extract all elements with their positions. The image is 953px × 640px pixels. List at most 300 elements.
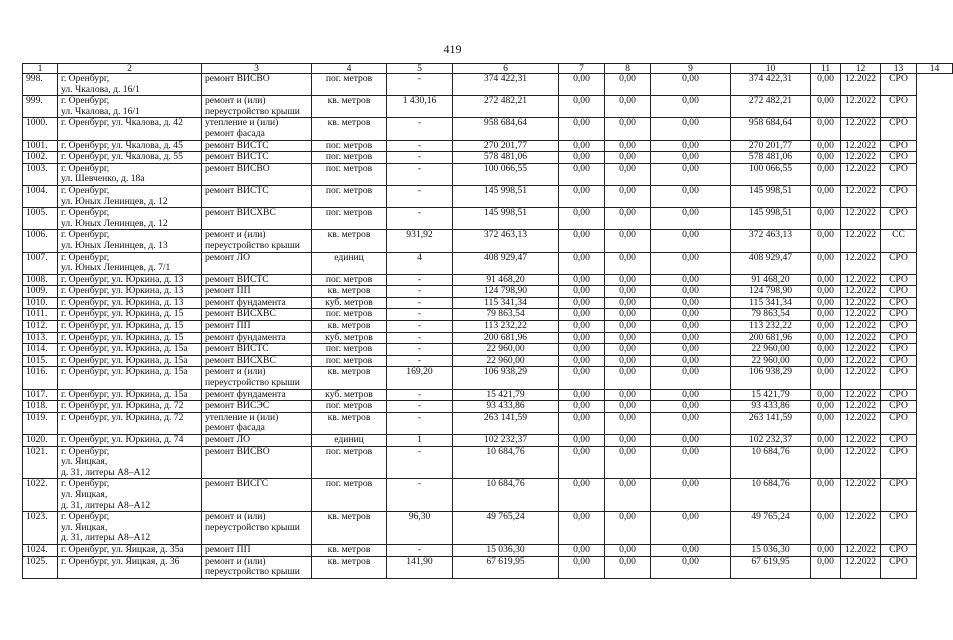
address (58, 544, 202, 556)
cost-col-8: 0,00 (559, 208, 605, 230)
work-type-line: ремонт и (или) (205, 229, 266, 241)
address-line: ул. Чкалова, д. 16/1 (61, 105, 140, 117)
quantity: - (387, 412, 453, 434)
cost-col-9: 0,00 (605, 435, 651, 447)
cost-col-12: 0,00 (811, 367, 841, 389)
cost-col-12: 0,00 (811, 556, 841, 578)
completion-date: 12.2022 (841, 297, 881, 309)
work-type-line: ремонт ПП (205, 285, 251, 297)
cost-col-11: 22 960,00 (731, 355, 811, 367)
table-row (23, 309, 953, 321)
cost-col-9: 0,00 (605, 321, 651, 333)
work-type (202, 389, 312, 401)
cost-col-11: 15 036,30 (731, 544, 811, 556)
row-number: 1021. (23, 446, 58, 479)
address-line: г. Оренбург, ул. Юркина, д. 15 (61, 320, 184, 332)
cost-col-12: 0,00 (811, 446, 841, 479)
work-type (202, 163, 312, 185)
address-line: г. Оренбург, (61, 229, 110, 241)
table-row (23, 355, 953, 367)
work-type-line: ремонт ВИСГС (205, 478, 269, 490)
cost-col-8: 0,00 (559, 389, 605, 401)
table-row (23, 435, 953, 447)
work-type-line: переустройство крыши (205, 566, 300, 578)
quantity: - (387, 163, 453, 185)
address (58, 163, 202, 185)
work-type (202, 446, 312, 479)
cost-col-10: 0,00 (651, 163, 731, 185)
address (58, 297, 202, 309)
cost-col-10: 0,00 (651, 544, 731, 556)
address (58, 412, 202, 434)
address (58, 152, 202, 164)
cost-col-8: 0,00 (559, 185, 605, 207)
cost-col-8: 0,00 (559, 152, 605, 164)
cost-col-10: 0,00 (651, 309, 731, 321)
table-row (23, 208, 953, 230)
row-number: 1004. (23, 185, 58, 207)
table-row (23, 401, 953, 413)
total-cost: 145 998,51 (453, 208, 559, 230)
funding-method: СРО (881, 344, 917, 356)
table-row (23, 512, 953, 545)
funding-method: СРО (881, 355, 917, 367)
cost-col-10: 0,00 (651, 274, 731, 286)
cost-col-9: 0,00 (605, 208, 651, 230)
total-cost: 145 998,51 (453, 185, 559, 207)
address (58, 274, 202, 286)
cost-col-10: 0,00 (651, 140, 731, 152)
unit-of-measure: кв. метров (312, 367, 387, 389)
total-cost: 124 798,90 (453, 286, 559, 298)
address (58, 367, 202, 389)
cost-col-9: 0,00 (605, 367, 651, 389)
quantity: 931,92 (387, 230, 453, 252)
work-type-line: ремонт ВИСВО (205, 445, 270, 457)
quantity: - (387, 309, 453, 321)
unit-of-measure: пог. метров (312, 355, 387, 367)
funding-method: СРО (881, 140, 917, 152)
address (58, 74, 202, 96)
completion-date: 12.2022 (841, 544, 881, 556)
total-cost: 200 681,96 (453, 332, 559, 344)
completion-date: 12.2022 (841, 74, 881, 96)
row-number: 1010. (23, 297, 58, 309)
address-line: д. 31, литеры А8–А12 (61, 466, 151, 478)
table-row (23, 446, 953, 479)
funding-method: СРО (881, 96, 917, 118)
cost-col-10: 0,00 (651, 446, 731, 479)
table-row (23, 252, 953, 274)
row-number: 1016. (23, 367, 58, 389)
row-number: 1012. (23, 321, 58, 333)
work-type-line: ремонт ВИСТС (205, 273, 269, 285)
work-type (202, 286, 312, 298)
address (58, 252, 202, 274)
work-type-line: ремонт ВИСТС (205, 184, 269, 196)
table-row (23, 556, 953, 578)
quantity: - (387, 274, 453, 286)
table-row (23, 297, 953, 309)
work-type (202, 96, 312, 118)
quantity: - (387, 321, 453, 333)
work-type (202, 512, 312, 545)
column-number-6: 6 (453, 64, 559, 74)
address (58, 332, 202, 344)
table-row (23, 230, 953, 252)
funding-method: СРО (881, 208, 917, 230)
cost-col-11: 272 482,21 (731, 96, 811, 118)
completion-date: 12.2022 (841, 163, 881, 185)
address-line: г. Оренбург, ул. Юркина, д. 15 (61, 308, 184, 320)
table-row (23, 118, 953, 140)
row-number: 1006. (23, 230, 58, 252)
cost-col-11: 22 960,00 (731, 344, 811, 356)
address-line: ул. Чкалова, д. 16/1 (61, 83, 140, 95)
work-type-line: ремонт и (или) (205, 555, 266, 567)
cost-col-9: 0,00 (605, 309, 651, 321)
cost-col-9: 0,00 (605, 297, 651, 309)
address-line: ул. Яицкая, (61, 488, 108, 500)
cost-col-8: 0,00 (559, 446, 605, 479)
cost-col-11: 115 341,34 (731, 297, 811, 309)
cost-col-8: 0,00 (559, 274, 605, 286)
cost-col-11: 145 998,51 (731, 185, 811, 207)
row-number: 1022. (23, 479, 58, 512)
row-number: 1019. (23, 412, 58, 434)
total-cost: 102 232,37 (453, 435, 559, 447)
unit-of-measure: пог. метров (312, 401, 387, 413)
quantity: 169,20 (387, 367, 453, 389)
row-number: 1025. (23, 556, 58, 578)
completion-date: 12.2022 (841, 389, 881, 401)
cost-col-9: 0,00 (605, 96, 651, 118)
quantity: - (387, 544, 453, 556)
total-cost: 49 765,24 (453, 512, 559, 545)
cost-col-8: 0,00 (559, 512, 605, 545)
quantity: 4 (387, 252, 453, 274)
work-type-line: ремонт и (или) (205, 511, 266, 523)
table-row (23, 74, 953, 96)
cost-col-8: 0,00 (559, 140, 605, 152)
cost-col-9: 0,00 (605, 286, 651, 298)
cost-col-9: 0,00 (605, 412, 651, 434)
cost-col-12: 0,00 (811, 435, 841, 447)
work-type-line: переустройство крыши (205, 105, 300, 117)
total-cost: 374 422,31 (453, 74, 559, 96)
total-cost: 372 463,13 (453, 230, 559, 252)
cost-col-12: 0,00 (811, 252, 841, 274)
row-number: 1011. (23, 309, 58, 321)
total-cost: 100 066,55 (453, 163, 559, 185)
total-cost: 115 341,34 (453, 297, 559, 309)
work-type (202, 208, 312, 230)
total-cost: 263 141,59 (453, 412, 559, 434)
address-line: г. Оренбург, ул. Юркина, д. 15а (61, 354, 188, 366)
address-line: г. Оренбург, ул. Юркина, д. 13 (61, 285, 184, 297)
address-line: г. Оренбург, ул. Юркина, д. 15а (61, 388, 188, 400)
cost-col-10: 0,00 (651, 401, 731, 413)
cost-col-12: 0,00 (811, 286, 841, 298)
column-number-14: 14 (917, 64, 953, 74)
total-cost: 408 929,47 (453, 252, 559, 274)
table-row (23, 286, 953, 298)
unit-of-measure: пог. метров (312, 185, 387, 207)
address-line: г. Оренбург, ул. Юркина, д. 74 (61, 434, 184, 445)
quantity: - (387, 74, 453, 96)
completion-date: 12.2022 (841, 208, 881, 230)
funding-method: СРО (881, 252, 917, 274)
cost-col-9: 0,00 (605, 152, 651, 164)
total-cost: 15 036,30 (453, 544, 559, 556)
completion-date: 12.2022 (841, 185, 881, 207)
total-cost: 10 684,76 (453, 479, 559, 512)
cost-col-8: 0,00 (559, 118, 605, 140)
cost-col-11: 263 141,59 (731, 412, 811, 434)
cost-col-12: 0,00 (811, 152, 841, 164)
work-type (202, 274, 312, 286)
work-type (202, 355, 312, 367)
funding-method: СРО (881, 309, 917, 321)
column-number-10: 10 (731, 64, 811, 74)
cost-col-8: 0,00 (559, 297, 605, 309)
cost-col-9: 0,00 (605, 163, 651, 185)
address (58, 185, 202, 207)
unit-of-measure: пог. метров (312, 208, 387, 230)
unit-of-measure: пог. метров (312, 140, 387, 152)
total-cost: 93 433,86 (453, 401, 559, 413)
cost-col-12: 0,00 (811, 140, 841, 152)
completion-date: 12.2022 (841, 412, 881, 434)
cost-col-10: 0,00 (651, 435, 731, 447)
quantity: - (387, 401, 453, 413)
address (58, 118, 202, 140)
cost-col-12: 0,00 (811, 512, 841, 545)
cost-col-10: 0,00 (651, 118, 731, 140)
cost-col-9: 0,00 (605, 556, 651, 578)
completion-date: 12.2022 (841, 118, 881, 140)
quantity: - (387, 446, 453, 479)
work-type (202, 140, 312, 152)
cost-col-8: 0,00 (559, 74, 605, 96)
work-type-line: ремонт ВИСТС (205, 151, 269, 163)
row-number: 1013. (23, 332, 58, 344)
address-line: г. Оренбург, (61, 73, 110, 84)
cost-col-10: 0,00 (651, 512, 731, 545)
address-line: г. Оренбург, (61, 184, 110, 196)
work-type-line: ремонт ВИСЭС (205, 400, 270, 412)
funding-method: СРО (881, 389, 917, 401)
quantity: 141,90 (387, 556, 453, 578)
unit-of-measure: пог. метров (312, 479, 387, 512)
cost-col-10: 0,00 (651, 389, 731, 401)
table-row (23, 321, 953, 333)
cost-col-11: 49 765,24 (731, 512, 811, 545)
work-type (202, 230, 312, 252)
cost-col-10: 0,00 (651, 412, 731, 434)
cost-col-10: 0,00 (651, 479, 731, 512)
work-type-line: ремонт и (или) (205, 366, 266, 378)
work-type (202, 297, 312, 309)
cost-col-11: 93 433,86 (731, 401, 811, 413)
work-type (202, 152, 312, 164)
quantity: - (387, 152, 453, 164)
address-line: г. Оренбург, (61, 511, 110, 523)
cost-col-9: 0,00 (605, 118, 651, 140)
address-line: ул. Юных Ленинцев, д. 7/1 (61, 262, 171, 274)
cost-col-12: 0,00 (811, 297, 841, 309)
row-number: 1024. (23, 544, 58, 556)
cost-col-12: 0,00 (811, 344, 841, 356)
cost-col-12: 0,00 (811, 332, 841, 344)
table-row (23, 140, 953, 152)
row-number: 1007. (23, 252, 58, 274)
total-cost: 10 684,76 (453, 446, 559, 479)
cost-col-11: 102 232,37 (731, 435, 811, 447)
work-type-line: ремонт фасада (205, 127, 265, 139)
completion-date: 12.2022 (841, 435, 881, 447)
completion-date: 12.2022 (841, 401, 881, 413)
unit-of-measure: пог. метров (312, 74, 387, 96)
quantity: - (387, 297, 453, 309)
cost-col-8: 0,00 (559, 412, 605, 434)
unit-of-measure: пог. метров (312, 344, 387, 356)
column-number-row (23, 64, 953, 74)
unit-of-measure: кв. метров (312, 556, 387, 578)
total-cost: 272 482,21 (453, 96, 559, 118)
column-number-12: 12 (841, 64, 881, 74)
row-number: 1009. (23, 286, 58, 298)
cost-col-11: 270 201,77 (731, 140, 811, 152)
cost-col-11: 408 929,47 (731, 252, 811, 274)
work-type-line: ремонт ЛО (205, 434, 251, 445)
cost-col-9: 0,00 (605, 140, 651, 152)
column-number-2: 2 (58, 64, 202, 74)
cost-col-9: 0,00 (605, 332, 651, 344)
address-line: г. Оренбург, ул. Юркина, д. 13 (61, 273, 184, 285)
row-number: 1014. (23, 344, 58, 356)
unit-of-measure: кв. метров (312, 118, 387, 140)
total-cost: 22 960,00 (453, 355, 559, 367)
cost-col-9: 0,00 (605, 389, 651, 401)
work-type-line: ремонт ЛО (205, 251, 251, 263)
address-line: г. Оренбург, (61, 445, 110, 457)
cost-col-9: 0,00 (605, 512, 651, 545)
funding-method: СРО (881, 544, 917, 556)
cost-col-12: 0,00 (811, 163, 841, 185)
work-type-line: ремонт ВИСВО (205, 162, 270, 174)
cost-col-10: 0,00 (651, 96, 731, 118)
completion-date: 12.2022 (841, 152, 881, 164)
work-type-line: ремонт ВИСТС (205, 343, 269, 355)
funding-method: СРО (881, 286, 917, 298)
column-number-8: 8 (605, 64, 651, 74)
completion-date: 12.2022 (841, 344, 881, 356)
unit-of-measure: пог. метров (312, 309, 387, 321)
table-row (23, 152, 953, 164)
cost-col-10: 0,00 (651, 252, 731, 274)
cost-col-10: 0,00 (651, 230, 731, 252)
cost-col-11: 91 468,20 (731, 274, 811, 286)
cost-col-12: 0,00 (811, 389, 841, 401)
row-number: 1001. (23, 140, 58, 152)
quantity: - (387, 140, 453, 152)
funding-method: СРО (881, 185, 917, 207)
quantity: - (387, 118, 453, 140)
address (58, 140, 202, 152)
total-cost: 79 863,54 (453, 309, 559, 321)
cost-col-12: 0,00 (811, 118, 841, 140)
quantity: - (387, 344, 453, 356)
cost-col-9: 0,00 (605, 479, 651, 512)
column-number-5: 5 (387, 64, 453, 74)
cost-col-8: 0,00 (559, 163, 605, 185)
address-line: г. Оренбург, ул. Юркина, д. 72 (61, 400, 184, 412)
cost-col-8: 0,00 (559, 556, 605, 578)
table-row (23, 344, 953, 356)
cost-col-12: 0,00 (811, 74, 841, 96)
cost-col-12: 0,00 (811, 355, 841, 367)
address (58, 435, 202, 447)
unit-of-measure: пог. метров (312, 152, 387, 164)
address-line: г. Оренбург, ул. Чкалова, д. 55 (61, 151, 183, 163)
total-cost: 270 201,77 (453, 140, 559, 152)
work-type-line: переустройство крыши (205, 377, 300, 389)
work-type (202, 74, 312, 96)
completion-date: 12.2022 (841, 446, 881, 479)
unit-of-measure: кв. метров (312, 544, 387, 556)
cost-col-12: 0,00 (811, 185, 841, 207)
unit-of-measure: кв. метров (312, 230, 387, 252)
address-line: г. Оренбург, ул. Юркина, д. 72 (61, 411, 184, 423)
work-type-line: ремонт фундамента (205, 331, 286, 343)
funding-method: СРО (881, 556, 917, 578)
unit-of-measure: кв. метров (312, 321, 387, 333)
cost-col-8: 0,00 (559, 286, 605, 298)
cost-col-8: 0,00 (559, 344, 605, 356)
address-line: г. Оренбург, (61, 95, 110, 107)
cost-col-8: 0,00 (559, 544, 605, 556)
cost-col-9: 0,00 (605, 544, 651, 556)
address-line: ул. Юных Ленинцев, д. 12 (61, 195, 168, 207)
address-line: г. Оренбург, ул. Юркина, д. 15 (61, 331, 184, 343)
funding-method: СРО (881, 321, 917, 333)
cost-col-8: 0,00 (559, 309, 605, 321)
cost-col-11: 100 066,55 (731, 163, 811, 185)
work-type (202, 435, 312, 447)
address (58, 309, 202, 321)
funding-method: СРО (881, 274, 917, 286)
cost-col-10: 0,00 (651, 367, 731, 389)
total-cost: 958 684,64 (453, 118, 559, 140)
cost-col-11: 374 422,31 (731, 74, 811, 96)
row-number: 1002. (23, 152, 58, 164)
row-number: 998. (23, 74, 58, 96)
quantity: 96,30 (387, 512, 453, 545)
cost-col-11: 578 481,06 (731, 152, 811, 164)
cost-col-8: 0,00 (559, 355, 605, 367)
completion-date: 12.2022 (841, 321, 881, 333)
column-number-4: 4 (312, 64, 387, 74)
cost-col-12: 0,00 (811, 412, 841, 434)
unit-of-measure: куб. метров (312, 389, 387, 401)
cost-col-11: 15 421,79 (731, 389, 811, 401)
funding-method: СРО (881, 297, 917, 309)
address (58, 355, 202, 367)
table-row (23, 479, 953, 512)
work-type-line: ремонт ВИСВО (205, 73, 270, 84)
completion-date: 12.2022 (841, 512, 881, 545)
